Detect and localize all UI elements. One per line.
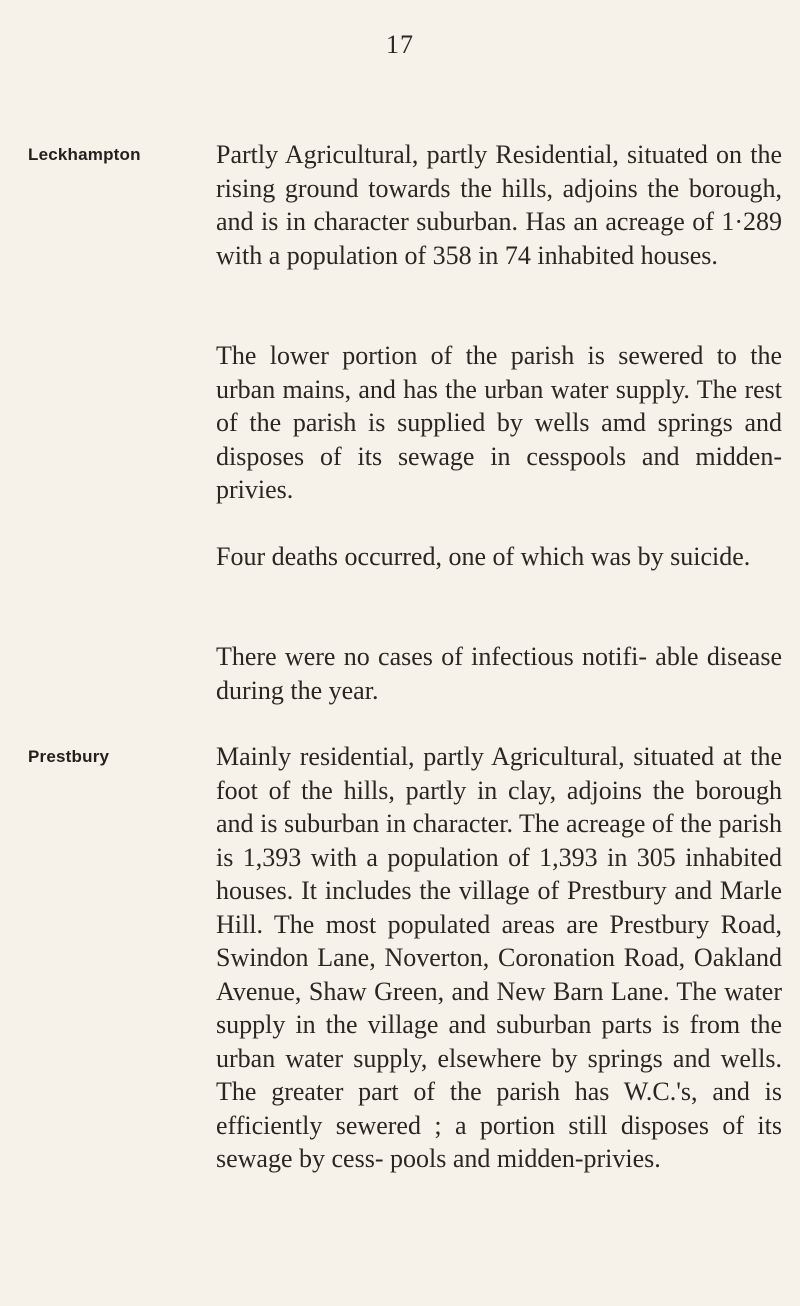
- paragraph-text: Four deaths occurred, one of which was by suicide.: [216, 542, 751, 571]
- paragraph-leckhampton-description: [216, 138, 782, 272]
- section-heading-leckhampton: Leckhampton: [28, 145, 141, 164]
- paragraph-prestbury-description: [216, 740, 782, 1176]
- section-heading-prestbury: Prestbury: [28, 747, 110, 766]
- paragraph-text: Mainly residential, partly Agricultural, situated at the foot of the hills, partly in clay, adjoins the borough and is suburban in character. The acreage of the parish is 1,393 with a population of 1,393 in 305 inhabited houses. It includes the village of Prestbury and Marle Hill. The most populated areas are Prestbury Road, Swindon Lane, Noverton, Coronation Road, Oakland Avenue, Shaw Green, and New Barn Lane. The water supply in the village and suburban parts is from the urban water supply, elsewhere by springs and wells. The greater part of the parish has W.C.'s, and is efficiently sewered ; a portion still disposes of its sewage by cess- pools and midden-privies.: [216, 742, 782, 1173]
- paragraph-leckhampton-deaths: [216, 540, 782, 574]
- paragraph-leckhampton-sewerage: [216, 339, 782, 507]
- paragraph-leckhampton-infectious-disease: [216, 640, 782, 707]
- page-number: 17: [386, 30, 414, 59]
- paragraph-text: There were no cases of infectious notifi- able disease during the year.: [216, 642, 782, 705]
- paragraph-text: Partly Agricultural, partly Residential, situated on the rising ground towards the hills, adjoins the borough, and is in character suburban. Has an acreage of 1·289 with a population of 358 in 74 inhabited houses.: [216, 140, 782, 270]
- paragraph-text: The lower portion of the parish is sewered to the urban mains, and has the urban water supply. The rest of the parish is supplied by wells amd springs and disposes of its sewage in cesspools and midden-privies.: [216, 341, 782, 504]
